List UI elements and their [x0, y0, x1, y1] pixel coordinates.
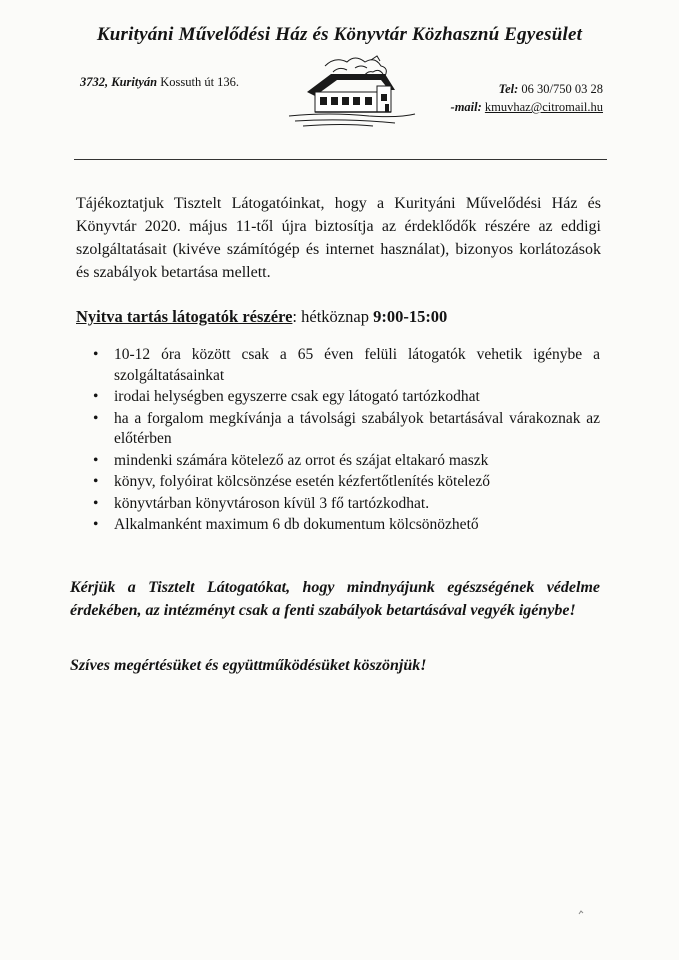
scan-speck-icon [578, 910, 584, 915]
address-street: Kossuth út 136. [160, 75, 240, 89]
rule-text: könyvtárban könyvtároson kívül 3 fő tartózkodhat. [114, 494, 430, 512]
tel-value: 06 30/750 03 28 [521, 82, 603, 96]
bullet-icon: • [93, 494, 99, 512]
list-item [92, 387, 600, 408]
opening-hours-colon: : [292, 307, 298, 326]
list-item [92, 472, 600, 493]
contact-block [405, 80, 603, 116]
address-town: 3732, Kurityán [80, 75, 158, 89]
opening-hours-days: hétköznap [297, 307, 374, 326]
thanks-line: Szíves megértésüket és együttműködésüket köszönjük! [70, 657, 427, 674]
intro-paragraph: Tájékoztatjuk Tisztelt Látogatóinkat, hogy a Kurityáni Művelődési Ház és Könyvtár 2020. május 11-től újra biztosítja az érdeklődők részére az eddigi szolgáltatásait (kivéve számítógép és internet használat), bizonyos korlátozások és szabályok betartása mellett. [76, 195, 601, 281]
tel-label: Tel: [498, 82, 519, 96]
bullet-icon: • [93, 346, 99, 363]
list-item [92, 451, 600, 472]
list-item [92, 345, 600, 386]
opening-hours [76, 307, 447, 327]
mail-label: -mail: [450, 100, 482, 114]
appeal-paragraph: Kérjük a Tisztelt Látogatókat, hogy mindnyájunk egészségének védelme érdekében, az intézményt csak a fenti szabályok betartásával vegyék igénybe! [70, 579, 600, 619]
opening-hours-label: Nyitva tartás látogatók részére [76, 307, 293, 326]
list-item [92, 515, 600, 536]
bullet-icon: • [93, 473, 99, 490]
opening-hours-time: 9:00-15:00 [373, 307, 448, 326]
email-link[interactable]: kmuvhaz@citromail.hu [484, 100, 603, 114]
rules-list [92, 345, 600, 537]
bullet-icon: • [93, 388, 99, 405]
rule-text: ha a forgalom megkívánja a távolsági szabályok betartásával várakoznak az előtérben [114, 409, 600, 447]
rule-text: mindenki számára kötelező az orrot és szájat eltakaró maszk [114, 451, 489, 469]
rule-text: könyv, folyóirat kölcsönzése esetén kézfertőtlenítés kötelező [114, 473, 491, 490]
list-item [92, 409, 600, 450]
header-divider [74, 159, 607, 160]
rule-text: 10-12 óra között csak a 65 éven felüli látogatók vehetik igénybe a szolgáltatásainkat [114, 346, 600, 384]
rule-text: irodai helységben egyszerre csak egy látogató tartózkodhat [114, 388, 480, 405]
list-item [92, 494, 600, 515]
email-line [405, 98, 603, 116]
bullet-icon: • [93, 409, 99, 427]
letterhead-title: Kurityáni Művelődési Ház és Könyvtár Közhasznú Egyesület [96, 24, 583, 45]
address [80, 75, 239, 90]
bullet-icon: • [93, 451, 99, 469]
phone-line [405, 80, 603, 98]
bullet-icon: • [93, 516, 99, 533]
rule-text: Alkalmanként maximum 6 db dokumentum kölcsönözhető [114, 516, 479, 533]
house-logo-icon [285, 52, 417, 128]
